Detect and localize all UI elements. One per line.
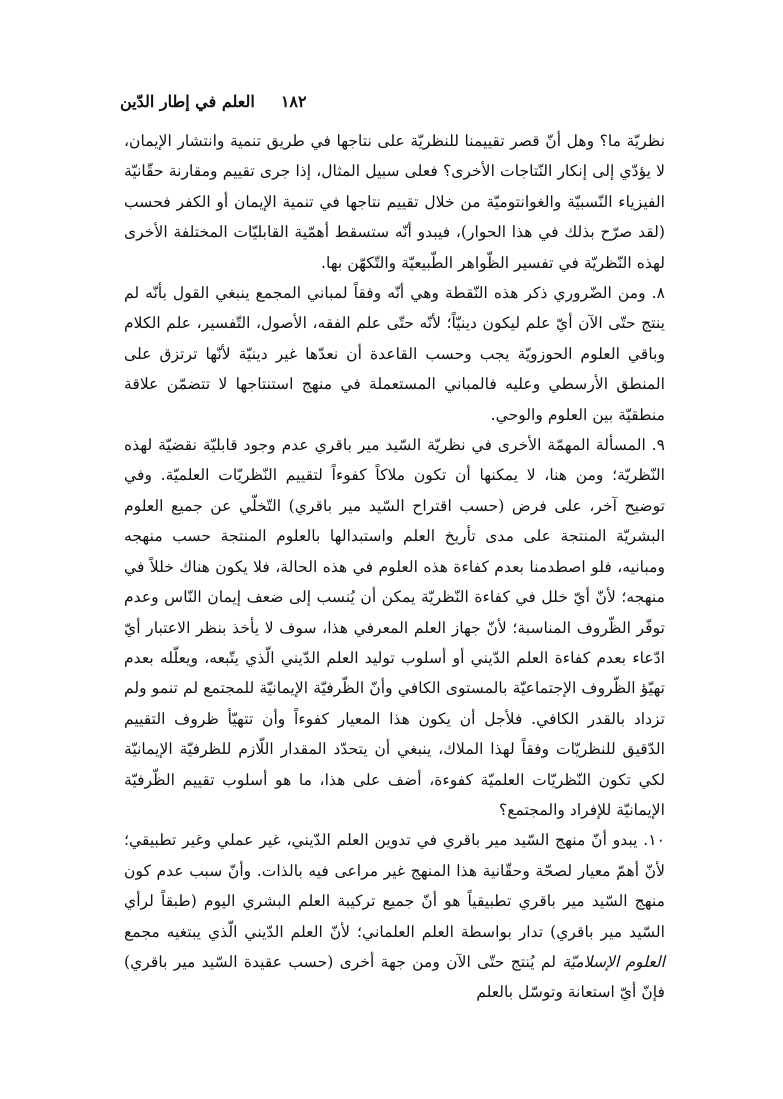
text-run: لم يُنتج حتّى الآن ومن جهة أخرى (حسب عقيدة السّيد مير باقري) فإنّ أيّ استعانة وتوسّل بالعلم [124, 952, 665, 1002]
page-number: ١٨٢ [280, 91, 307, 111]
emphasized-text: العلوم الإسلاميّة [562, 952, 666, 971]
text-run: ١٠. يبدو أنّ منهج السّيد مير باقري في تدوين العلم الدّيني، غير عملي وغير تطبيقي؛ لأنّ أهمّ معيار لصحّة وحقّانية هذا المنهج غير مراعى فيه بالذات. وأنّ سبب عدم كون منهج السّيد مير باقري تطبيقياً هو أنّ جميع تركيبة العلم البشري اليوم (طبقاً لرأي السّيد مير باقري) تدار بواسطة العلم العلماني؛ لأنّ العلم الدّيني الّذي يبتغيه مجمع [124, 831, 665, 941]
text-run: ٨. ومن الضّروري ذكر هذه النّقطة وهي أنّه وفقاً لمباني المجمع ينبغي القول بأنّه لم ينتج حتّى الآن أيّ علم ليكون دينيّاً؛ لأنّه حتّى علم الفقه، الأصول، التّفسير، علم الكلام وباقي العلوم الحوزويّة يجب وحسب القاعدة أن نعدّها غير دينيّة لأنّها ترتزق على المنطق الأرسطي وعليه فالمباني المستعملة في منهج استنتاجها لا تتضمّن علاقة منطقيّة بين العلوم والوحي. [124, 284, 665, 424]
paragraph [124, 430, 665, 825]
text-run: نظريّة ما؟ وهل أنّ قصر تقييمنا للنظريّة على نتاجها في طريق تنمية وانتشار الإيمان، لا يؤدّي إلى إنكار النّتاجات الأخرى؟ فعلى سبيل المثال، إذا جرى تقييم ومقارنة حقّانيّة الفيزياء النّسبيّة والغوانتوميّة من خلال تقييم نتاجها في تنمية الإيمان أو الكفر فحسب (لقد صرّح بذلك في هذا الحوار)، فيبدو أنّه ستسقط أهمّية القابليّات المختلفة الأخرى لهذه النّظريّة في تفسير الظّواهر الطّبيعيّة والتّكهّن بها. [124, 132, 665, 272]
body-text [124, 126, 665, 1008]
paragraph [124, 278, 665, 430]
text-run: ٩. المسألة المهمّة الأخرى في نظريّة السّيد مير باقري عدم وجود قابليّة نقضيّة لهذه النّظريّة؛ ومن هنا، لا يمكنها أن تكون ملاكاً كفوءاً لتقييم النّظريّات العلميّة. وفي توضيح آخر، على فرض (حسب اقتراح السّيد مير باقري) التّخلّي عن جميع العلوم البشريّة المنتجة على مدى تأريخ العلم واستبدالها بالعلوم المنتجة حسب منهجه ومبانيه، فلو اصطدمنا بعدم كفاءة هذه العلوم في هذه الحالة، فلا يكون هناك خللاً في منهجه؛ لأنّ أيّ خلل في كفاءة النّظريّة يمكن أن يُنسب إلى ضعف إيمان النّاس وعدم توفّر الظّروف المناسبة؛ لأنّ جهاز العلم المعرفي هذا، سوف لا يأخذ بنظر الاعتبار أيّ ادّعاء بعدم كفاءة العلم الدّيني أو أسلوب توليد العلم الدّيني الّذي يتّبعه، ويعلّله بعدم تهيّؤ الظّروف الإجتماعيّة بالمستوى الكافي وأنّ الظّرفيّة الإيمانيّة للمجتمع لم تنمو ولم تزداد بالقدر الكافي. فلأجل أن يكون هذا المعيار كفوءاً وأن تتهيّأ ظروف التقييم الدّقيق للنظريّات وفقاً لهذا الملاك، ينبغي أن يتحدّد المقدار اللّازم للظرفيّة الإيمانيّة لكي تكون النّظريّات العلميّة كفوءة، أضف على هذا، ما هو أسلوب تقييم الظّرفيّة الإيمانيّة للإفراد والمجتمع؟ [124, 436, 665, 819]
paragraph [124, 825, 665, 1007]
running-title: العلم في إطار الدّين [120, 91, 255, 111]
running-header [120, 88, 665, 114]
paragraph [124, 126, 665, 278]
